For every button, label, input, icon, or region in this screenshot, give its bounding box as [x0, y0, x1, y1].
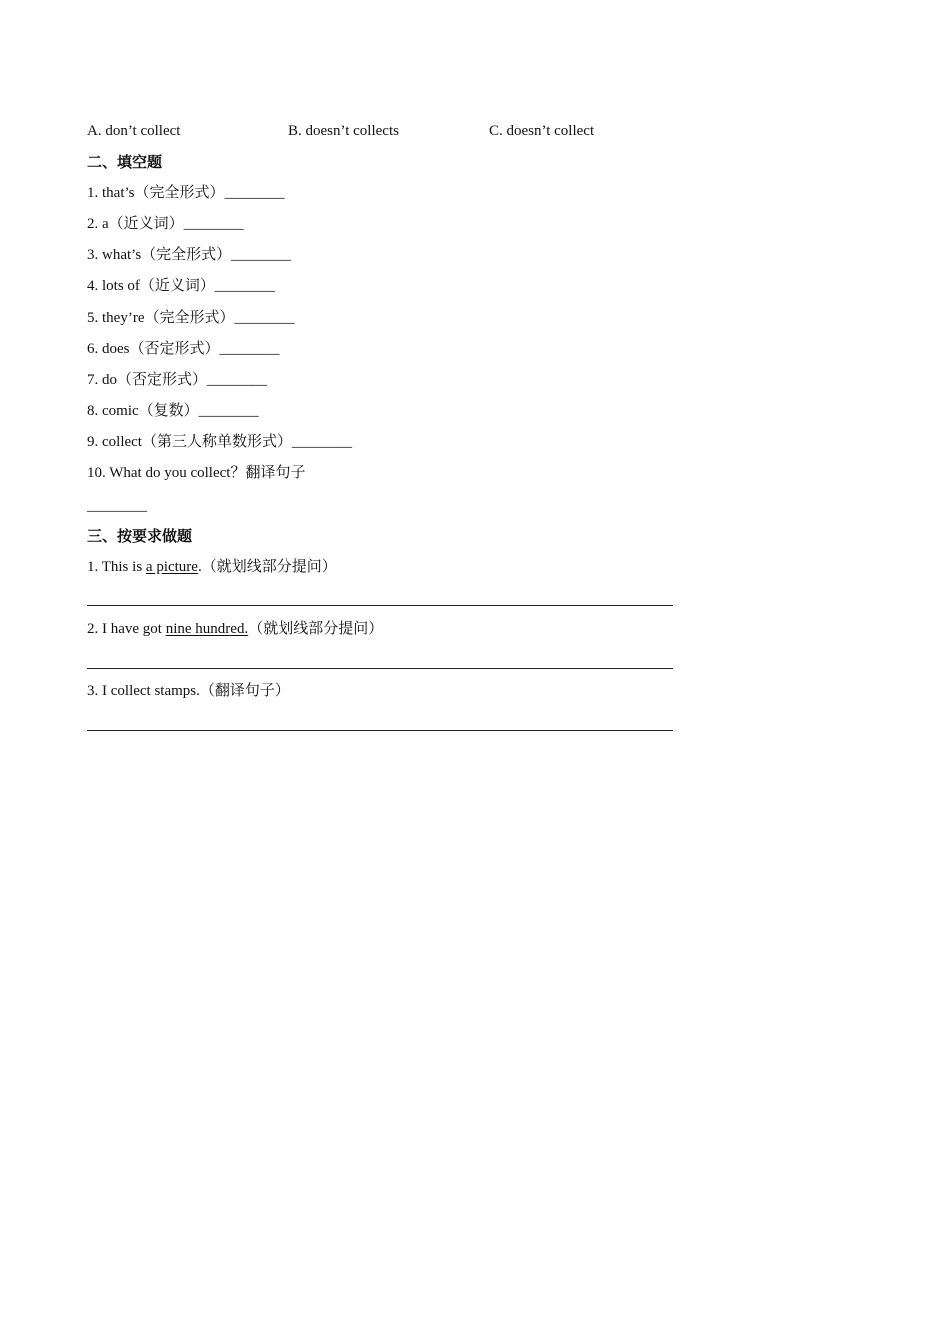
fill-item-10-blank: ________: [87, 498, 147, 514]
section2-heading: 二、填空题: [87, 153, 163, 171]
fill-item-1: 1. that’s（完全形式）________: [87, 185, 285, 201]
task-2-answer-line: [87, 668, 673, 669]
task-2-suffix: （就划线部分提问）: [248, 621, 384, 637]
fill-item-4: 4. lots of（近义词）________: [87, 278, 275, 294]
task-1-answer-line: [87, 605, 673, 606]
fill-item-10: 10. What do you collect？翻译句子: [87, 465, 306, 481]
fill-item-2: 2. a（近义词）________: [87, 216, 244, 232]
option-b: B. doesn’t collects: [288, 123, 399, 139]
fill-item-8: 8. comic（复数）________: [87, 403, 259, 419]
task-1-underlined: a picture: [145, 559, 198, 575]
fill-item-5: 5. they’re（完全形式）________: [87, 310, 295, 326]
fill-item-7: 7. do（否定形式）________: [87, 372, 268, 388]
task-2-prefix: 2. I have got: [87, 621, 166, 637]
option-a: A. don’t collect: [87, 123, 181, 139]
fill-item-6: 6. does（否定形式）________: [87, 341, 280, 357]
fill-item-3: 3. what’s（完全形式）________: [87, 247, 292, 263]
task-1-prefix: 1. This is: [87, 559, 146, 575]
option-c: C. doesn’t collect: [489, 123, 595, 139]
fill-item-9: 9. collect（第三人称单数形式）________: [87, 434, 352, 450]
task-1: [87, 557, 337, 577]
task-2-underlined: nine hundred.: [165, 621, 249, 637]
task-2: [87, 619, 383, 639]
task-3: 3. I collect stamps.（翻译句子）: [87, 683, 290, 699]
task-3-answer-line: [87, 730, 673, 731]
section3-heading: 三、按要求做题: [87, 527, 193, 545]
task-1-suffix: .（就划线部分提问）: [197, 559, 337, 575]
